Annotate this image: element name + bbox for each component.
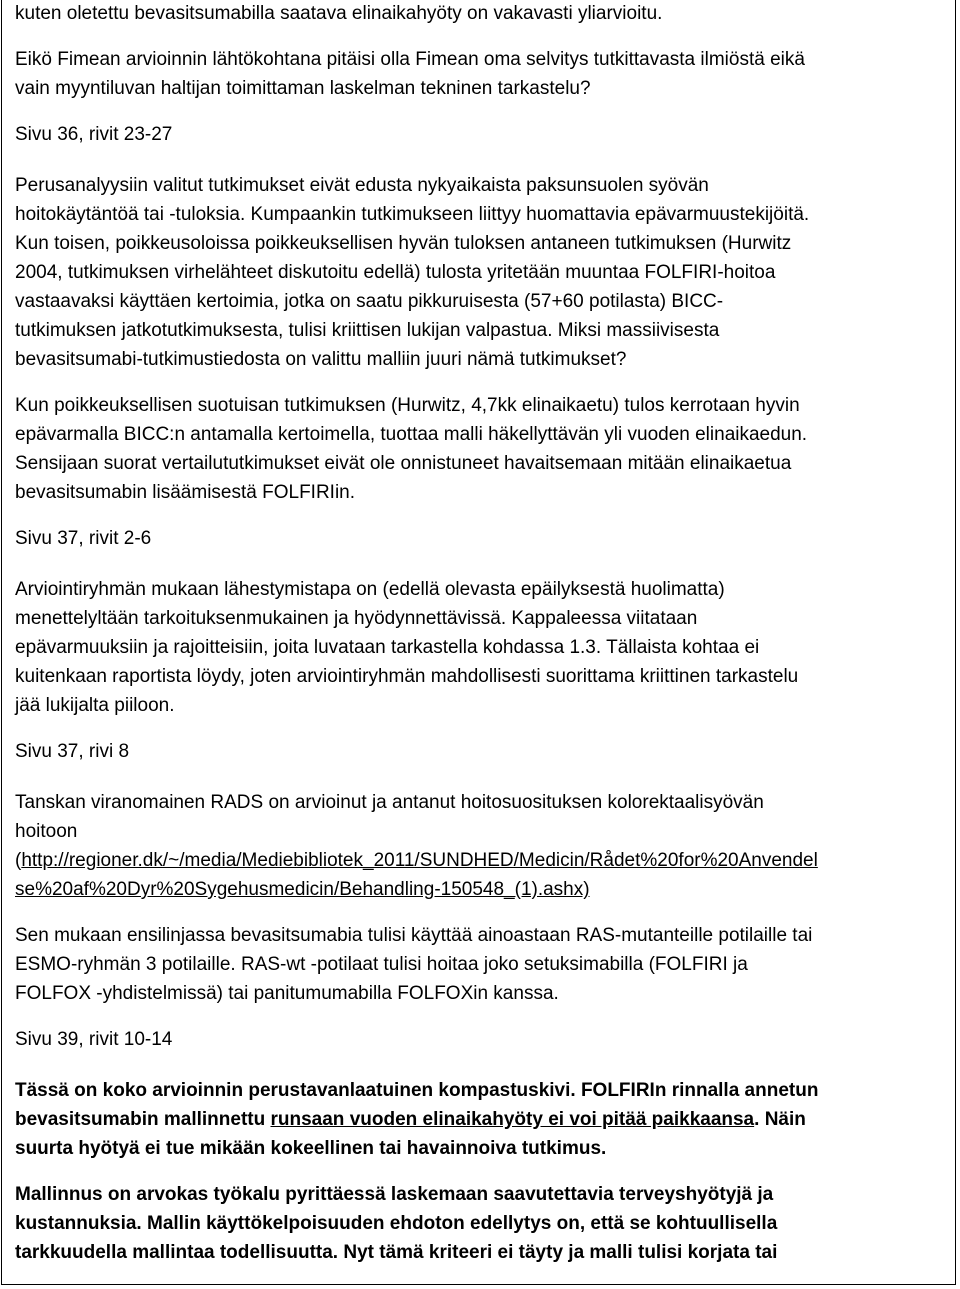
section-heading-sivu-36: Sivu 36, rivit 23-27 [15, 124, 173, 145]
paragraph-5: Tanskan viranomainen RADS on arvioinut ja antanut hoitosuosituksen kolorektaalisyövän hoitoon (http://regioner.dk/~/media/Mediebibliotek_2011/SUNDHED/Medicin/Rådet%20for%20Anvendel se%20af%20Dyr%20Sygehusmedicin/Behandling-150548_(1).ashx) [15, 788, 950, 904]
section-heading-sivu-39: Sivu 39, rivit 10-14 [15, 1029, 173, 1050]
paragraph-3: Kun poikkeuksellisen suotuisan tutkimuksen (Hurwitz, 4,7kk elinaikaetu) tulos kerrotaan hyvin epävarmalla BICC:n antamalla kertoimella, tuottaa malli häkellyttävän yli vuoden elinaikaedun. Sensijaan suorat vertailututkimukset eivät ole onnistuneet havaitsemaan mitään elinaikaetua bevasitsumabin lisäämisestä FOLFIRIin. [15, 395, 808, 503]
page-frame [1, 0, 956, 1285]
paragraph-7: Tässä on koko arvioinnin perustavanlaatuinen kompastuskivi. FOLFIRIn rinnalla annetun bevasitsumabin mallinnettu runsaan vuoden elinaikahyöty ei voi pitää paikkaansa. Näin suurta hyötyä ei tue mikään kokeellinen tai havainnoiva tutkimus. [15, 1080, 819, 1159]
underlined-claim: runsaan vuoden elinaikahyöty ei voi pitää paikkaansa [270, 1109, 755, 1130]
rads-link[interactable]: http://regioner.dk/~/media/Mediebibliotek_2011/SUNDHED/Medicin/Rådet%20for%20Anvendel [21, 850, 818, 871]
paragraph-4: Arviointiryhmän mukaan lähestymistapa on (edellä olevasta epäilyksestä huolimatta) menettelyltään tarkoituksenmukainen ja hyödynnettävissä. Kappaleessa viitataan epävarmuuksiin ja rajoitteisiin, joita luvataan tarkastella kohdassa 1.3. Tällaista kohtaa ei kuitenkaan raportista löydy, joten arviointiryhmän mahdollisesti suorittama kriittinen tarkastelu jää lukijalta piiloon. [15, 579, 799, 716]
document-body [15, 0, 950, 1267]
paragraph-8: Mallinnus on arvokas työkalu pyrittäessä laskemaan saavutettavia terveyshyötyjä ja kustannuksia. Mallin käyttökelpoisuuden ehdoton edellytys on, että se kohtuullisella tarkkuudella mallintaa todellisuutta. Nyt tämä kriteeri ei täyty ja malli tulisi korjata tai [15, 1184, 778, 1263]
section-heading-sivu-37a: Sivu 37, rivit 2-6 [15, 528, 152, 549]
paragraph-1: Eikö Fimean arvioinnin lähtökohtana pitäisi olla Fimean oma selvitys tutkittavasta ilmiöstä eikä vain myyntiluvan haltijan toimittaman laskelman tekninen tarkastelu? [15, 49, 805, 99]
paragraph-2: Perusanalyysiin valitut tutkimukset eivät edusta nykyaikaista paksunsuolen syövän hoitokäytäntöä tai -tuloksia. Kumpaankin tutkimukseen liittyy huomattavia epävarmuustekijöitä. Kun toisen, poikkeusoloissa poikkeuksellisen hyvän tuloksen antaneen tutkimuksen (Hurwitz 2004, tutkimuksen virhelähteet diskutoitu edellä) tulosta yritetään muuntaa FOLFIRI-hoitoa vastaavaksi käyttäen kertoimia, jotka on saatu pikkuruisesta (57+60 potilasta) BICC- tutkimuksen jatkotutkimuksesta, tulisi kriittisen lukijan valpastua. Miksi massiivisesta bevasitsumabi-tutkimustiedosta on valittu malliin juuri nämä tutkimukset? [15, 175, 810, 370]
paragraph-0: kuten oletettu bevasitsumabilla saatava elinaikahyöty on vakavasti yliarvioitu. [15, 3, 663, 24]
rads-link-continued[interactable]: se%20af%20Dyr%20Sygehusmedicin/Behandling-150548_(1).ashx) [15, 879, 590, 900]
section-heading-sivu-37b: Sivu 37, rivi 8 [15, 741, 130, 762]
paragraph-6: Sen mukaan ensilinjassa bevasitsumabia tulisi käyttää ainoastaan RAS-mutanteille potilaille tai ESMO-ryhmän 3 potilaille. RAS-wt -potilaat tulisi hoitaa joko setuksimabilla (FOLFIRI ja FOLFOX -yhdistelmissä) tai panitumumabilla FOLFOXin kanssa. [15, 925, 813, 1004]
